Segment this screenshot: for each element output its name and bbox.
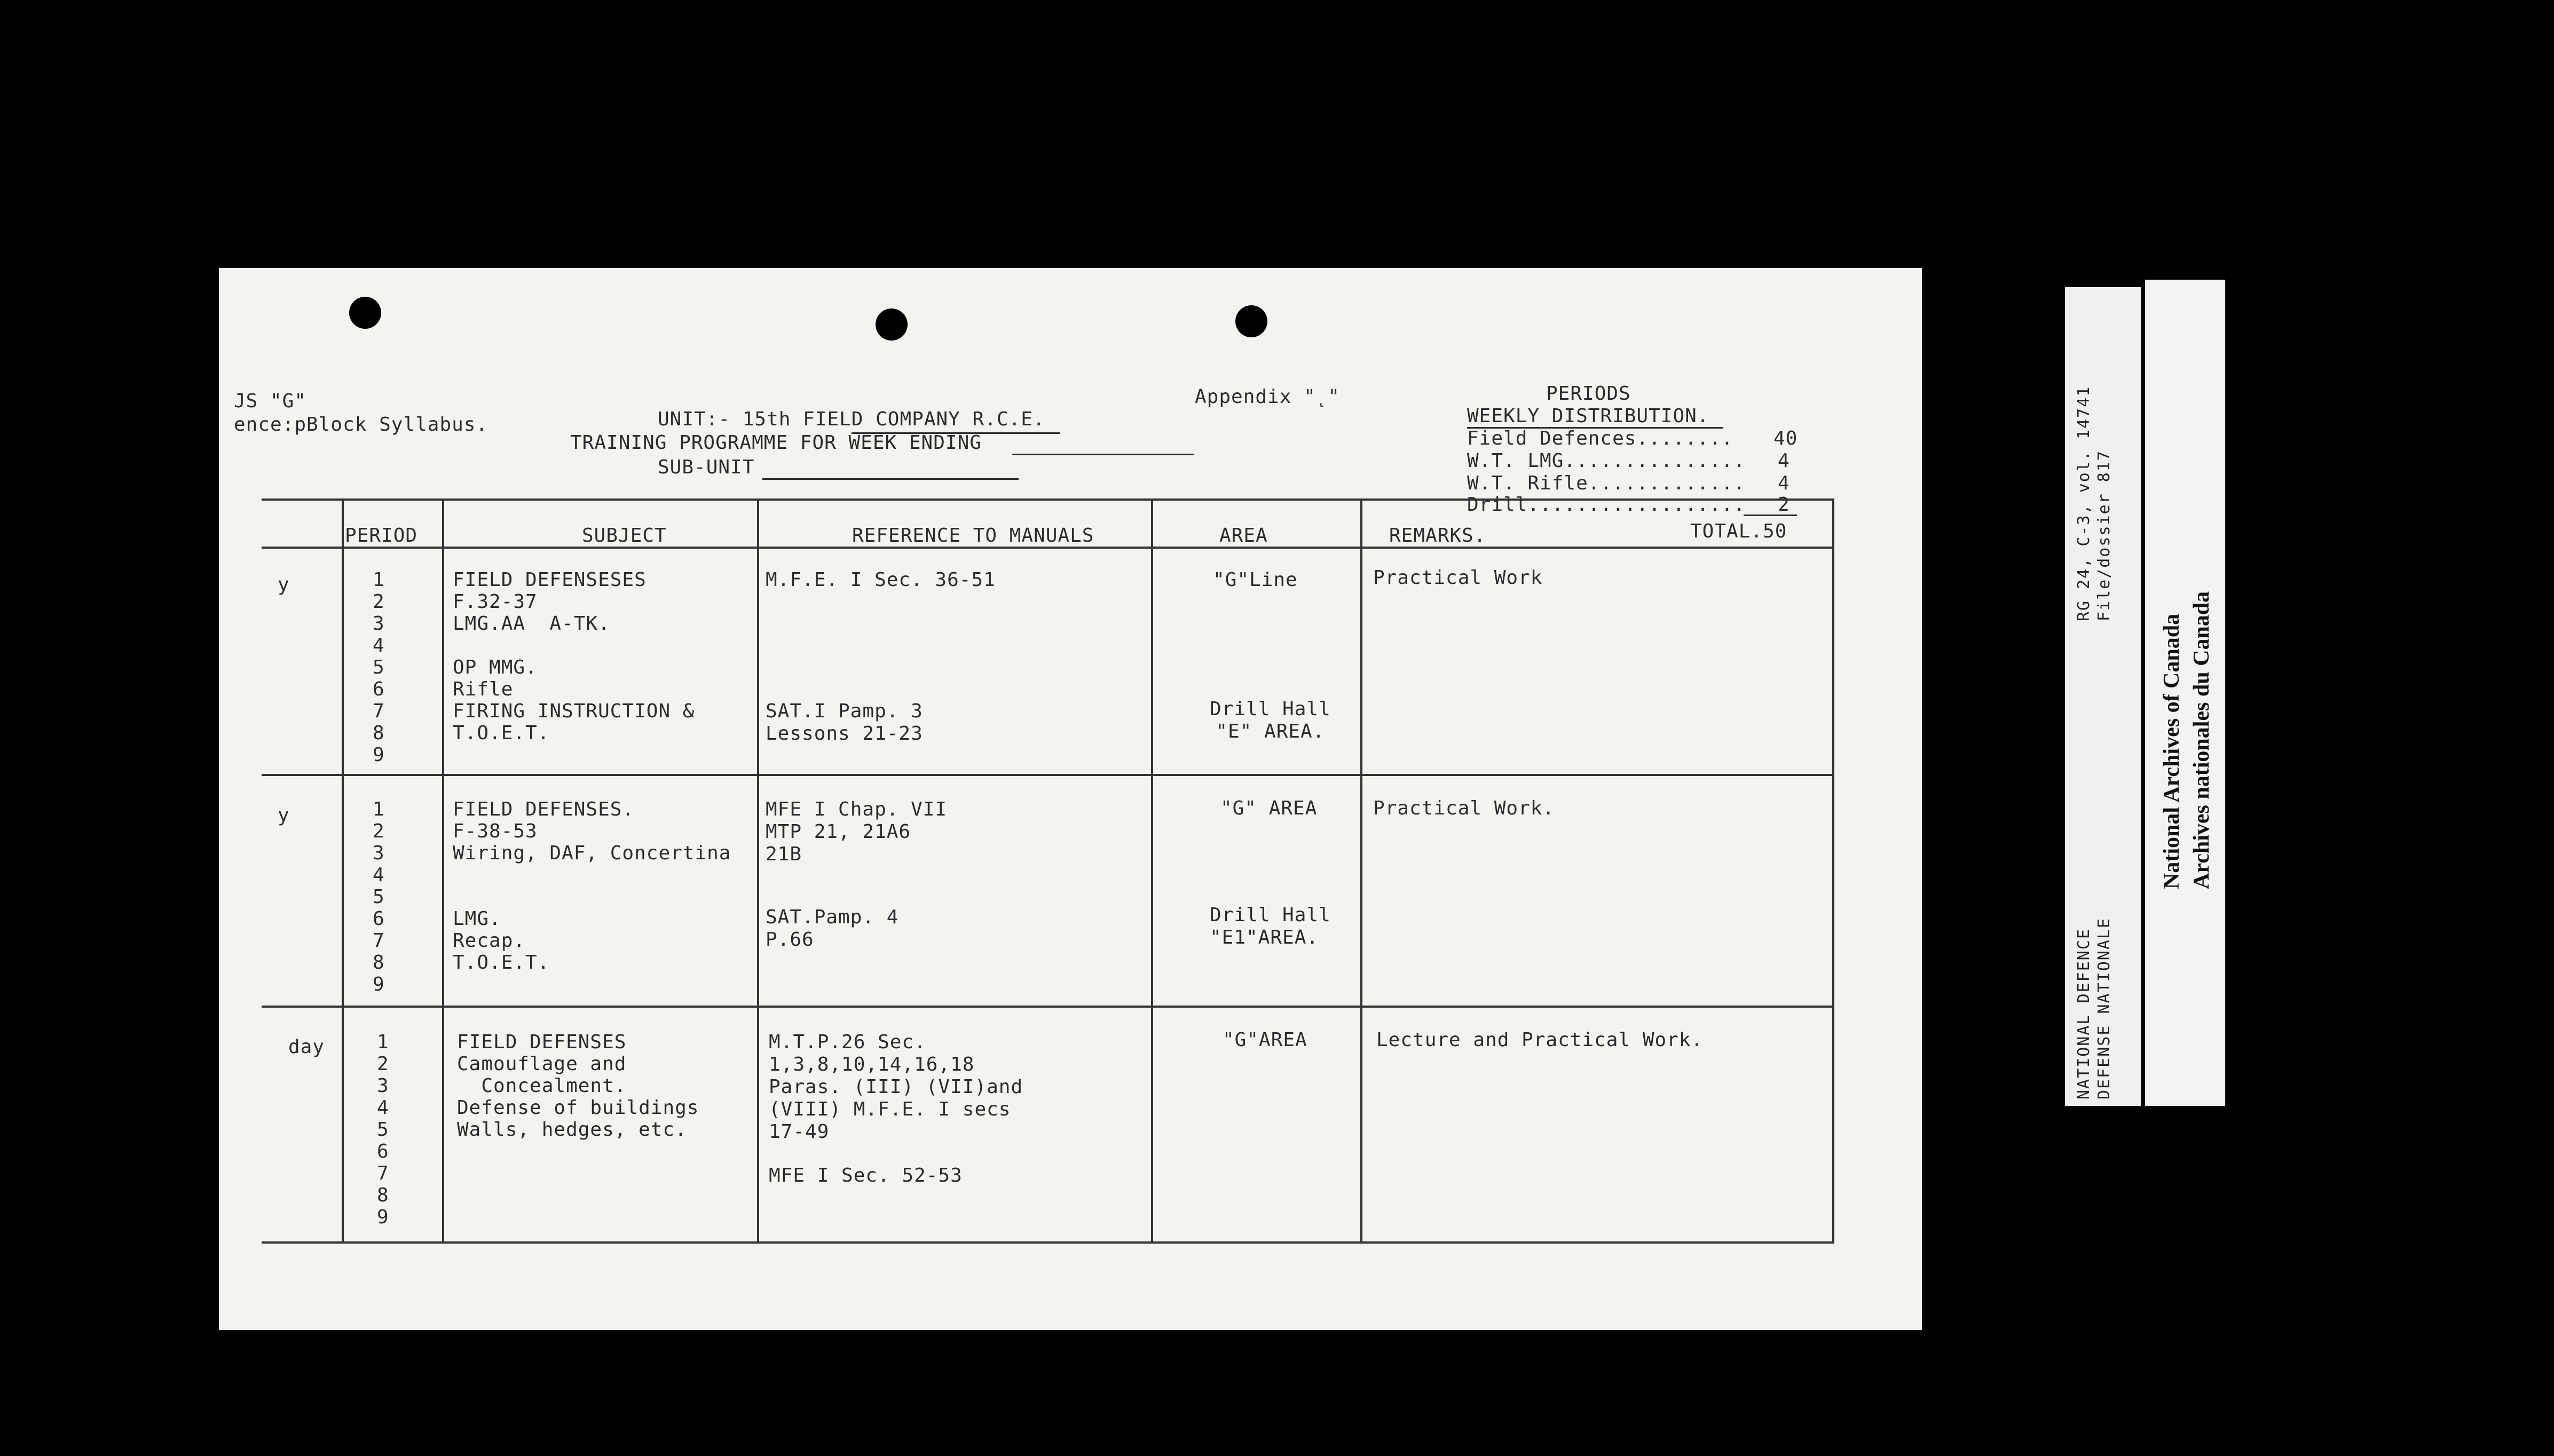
period-numbers: 1 2 3 4 5 6 7 8 9 — [377, 1031, 389, 1228]
distribution-item-label: W.T. Rifle............. — [1467, 472, 1746, 494]
column-divider-day — [342, 501, 344, 1243]
day-label: day — [288, 1036, 325, 1058]
column-divider-period — [442, 501, 444, 1243]
header-subject: SUBJECT — [582, 525, 667, 547]
archives-name-en: National Archives of Canada — [2159, 613, 2184, 889]
table-right-border — [1832, 501, 1834, 1243]
header-period: PERIOD — [345, 525, 418, 547]
corner-label-line2: ence:pBlock Syllabus. — [234, 414, 488, 436]
remarks-text: Practical Work — [1373, 567, 1543, 589]
distribution-item-value: 4 — [1778, 472, 1790, 494]
distribution-total-line — [1744, 515, 1797, 516]
remarks-text: Lecture and Practical Work. — [1376, 1029, 1704, 1051]
distribution-total: TOTAL.50 — [1690, 520, 1787, 542]
distribution-item-label: Field Defences........ — [1467, 428, 1733, 449]
archives-canada-strip — [2145, 280, 2225, 1106]
day-label: y — [278, 574, 290, 596]
area-text: "G"AREA — [1223, 1029, 1307, 1051]
table-header-rule — [262, 547, 1834, 549]
area-text: "G" AREA — [1220, 797, 1318, 819]
reference-text: MFE I Chap. VII MTP 21, 21A6 21B — [766, 798, 948, 865]
archive-reference-strip — [2065, 287, 2141, 1106]
distribution-item-value: 2 — [1778, 494, 1790, 516]
area-text: Drill Hall "E" AREA. — [1210, 698, 1331, 742]
unit-label: UNIT:- 15th FIELD COMPANY R.C.E. — [658, 408, 1045, 430]
header-area: AREA — [1219, 525, 1268, 547]
appendix-label: Appendix "˛" — [1195, 386, 1341, 408]
table-row-divider — [262, 774, 1834, 776]
remarks-text: Practical Work. — [1373, 797, 1555, 819]
distribution-item-value: 40 — [1773, 428, 1798, 449]
table-top-border — [262, 498, 1834, 501]
department-en: NATIONAL DEFENCE — [2075, 928, 2093, 1099]
subject-text: FIELD DEFENSES Camouflage and Concealment. Defense of buildings Walls, hedges, etc. — [457, 1031, 699, 1141]
distribution-title: PERIODS — [1546, 383, 1631, 405]
distribution-item-value: 4 — [1778, 450, 1790, 472]
reference-text: MFE I Sec. 52-53 — [769, 1165, 963, 1186]
distribution-item-label: Drill.................. — [1467, 494, 1746, 516]
subject-text: FIELD DEFENSESES F.32-37 LMG.AA A-TK. OP MMG. Rifle FIRING INSTRUCTION & T.O.E.T. — [453, 569, 695, 744]
column-divider-subject — [757, 501, 759, 1243]
week-ending-line — [1012, 454, 1194, 455]
day-label: y — [278, 804, 290, 826]
column-divider-reference — [1151, 501, 1153, 1243]
document-sheet — [219, 268, 1922, 1330]
reference-text: SAT.Pamp. 4 P.66 — [766, 906, 899, 951]
distribution-item-label: W.T. LMG............... — [1467, 450, 1746, 472]
subject-text: FIELD DEFENSES. F-38-53 Wiring, DAF, Concertina LMG. Recap. T.O.E.T. — [453, 798, 731, 974]
reference-text: M.T.P.26 Sec. 1,3,8,10,14,16,18 Paras. (III) (VII)and (VIII) M.F.E. I secs 17-49 — [769, 1031, 1023, 1143]
area-text: Drill Hall "E1"AREA. — [1210, 904, 1331, 948]
period-numbers: 1 2 3 4 5 6 7 8 9 — [373, 798, 385, 995]
column-divider-area — [1360, 501, 1362, 1243]
archives-name-fr: Archives nationales du Canada — [2189, 591, 2214, 889]
sub-unit-label: SUB-UNIT — [658, 456, 755, 478]
table-row-divider — [262, 1006, 1834, 1008]
punch-hole-left — [349, 297, 381, 329]
corner-label-line1: JS "G" — [234, 390, 307, 412]
sub-unit-line — [762, 478, 1019, 480]
area-text: "G"Line — [1213, 569, 1298, 591]
punch-hole-center — [876, 308, 908, 341]
archive-file: File/dossier 817 — [2095, 450, 2114, 621]
header-reference: REFERENCE TO MANUALS — [852, 525, 1094, 547]
department-fr: DEFENSE NATIONALE — [2095, 917, 2114, 1099]
period-numbers: 1 2 3 4 5 6 7 8 9 — [373, 569, 385, 766]
header-remarks: REMARKS. — [1389, 525, 1486, 547]
training-programme-label: TRAINING PROGRAMME FOR WEEK ENDING — [570, 432, 982, 454]
punch-hole-right — [1235, 305, 1267, 337]
distribution-subtitle: WEEKLY DISTRIBUTION. — [1467, 405, 1709, 427]
table-bottom-border — [262, 1241, 1834, 1244]
reference-text: SAT.I Pamp. 3 Lessons 21-23 — [766, 700, 923, 745]
reference-text: M.F.E. I Sec. 36-51 — [766, 569, 996, 591]
archive-reference: RG 24, C-3, vol. 14741 — [2075, 385, 2093, 621]
